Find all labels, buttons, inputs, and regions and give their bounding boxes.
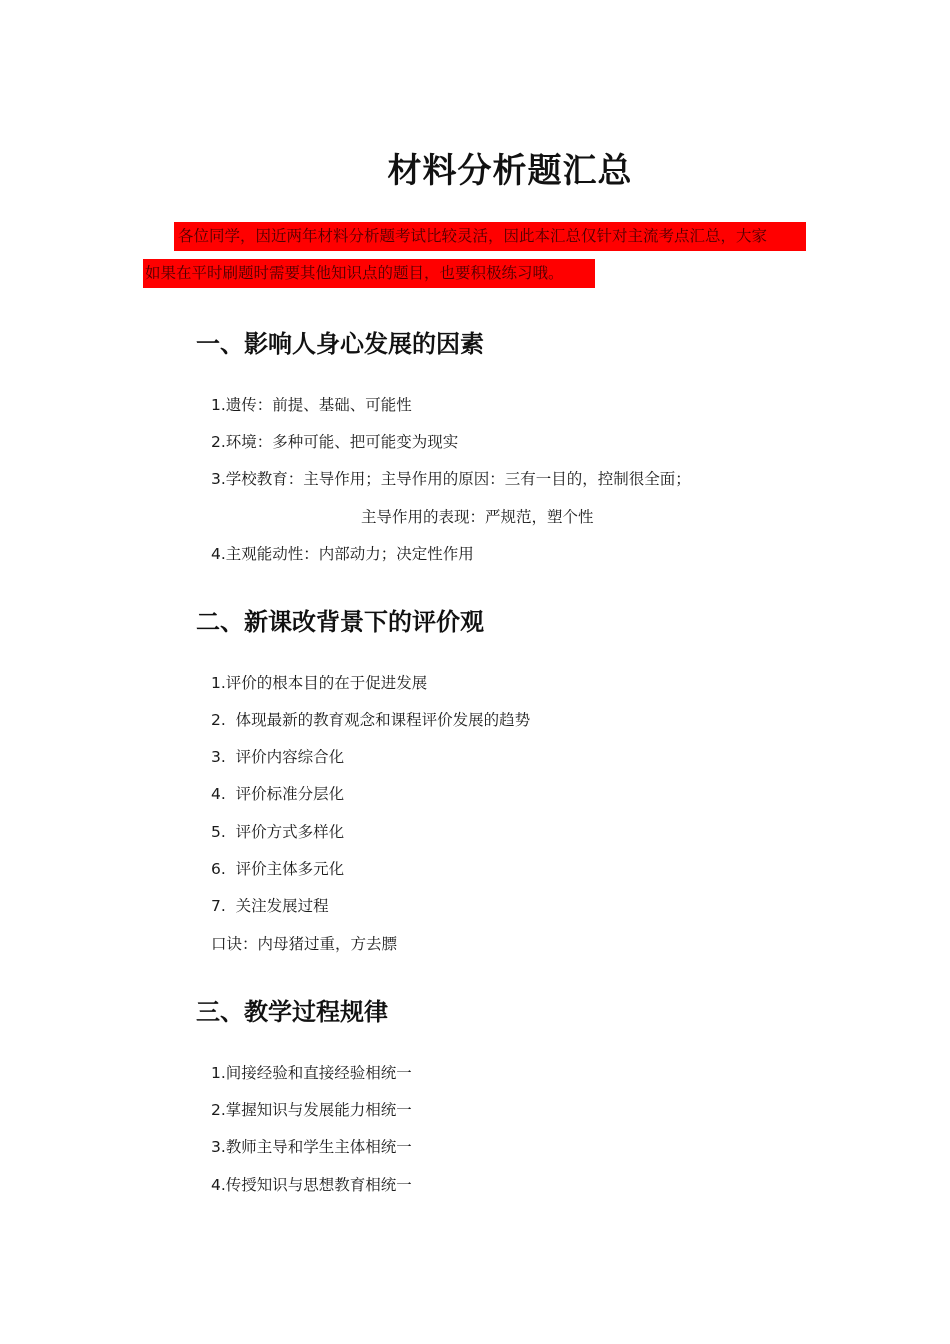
list-item: 6. 评价主体多元化 <box>211 860 345 878</box>
list-item: 1.遗传：前提、基础、可能性 <box>211 396 412 414</box>
list-item: 2.环境：多种可能、把可能变为现实 <box>211 433 459 451</box>
list-item: 4.主观能动性：内部动力；决定性作用 <box>211 545 474 563</box>
list-item-continuation: 主导作用的表现：严规范，塑个性 <box>361 508 594 526</box>
list-item: 5. 评价方式多样化 <box>211 823 345 841</box>
list-item: 4. 评价标准分层化 <box>211 785 345 803</box>
list-item: 7. 关注发展过程 <box>211 897 329 915</box>
list-item: 1.评价的根本目的在于促进发展 <box>211 674 428 692</box>
list-item: 3. 评价内容综合化 <box>211 748 345 766</box>
section-heading-1: 一、影响人身心发展的因素 <box>196 330 484 358</box>
highlighted-notice-line-2: 如果在平时刷题时需要其他知识点的题目，也要积极练习哦。 <box>143 259 595 288</box>
list-item: 1.间接经验和直接经验相统一 <box>211 1064 412 1082</box>
list-item: 2. 体现最新的教育观念和课程评价发展的趋势 <box>211 711 531 729</box>
section-heading-3: 三、教学过程规律 <box>196 998 388 1026</box>
section-heading-2: 二、新课改背景下的评价观 <box>196 608 484 636</box>
list-item: 3.学校教育：主导作用；主导作用的原因：三有一目的，控制很全面； <box>211 470 691 488</box>
mnemonic-line: 口诀：内母猪过重，方去膘 <box>211 935 398 953</box>
list-item: 4.传授知识与思想教育相统一 <box>211 1176 412 1194</box>
document-title: 材料分析题汇总 <box>387 151 633 191</box>
highlighted-notice-line-1: 各位同学，因近两年材料分析题考试比较灵活，因此本汇总仅针对主流考点汇总，大家 <box>174 222 806 251</box>
list-item: 2.掌握知识与发展能力相统一 <box>211 1101 412 1119</box>
list-item: 3.教师主导和学生主体相统一 <box>211 1138 412 1156</box>
